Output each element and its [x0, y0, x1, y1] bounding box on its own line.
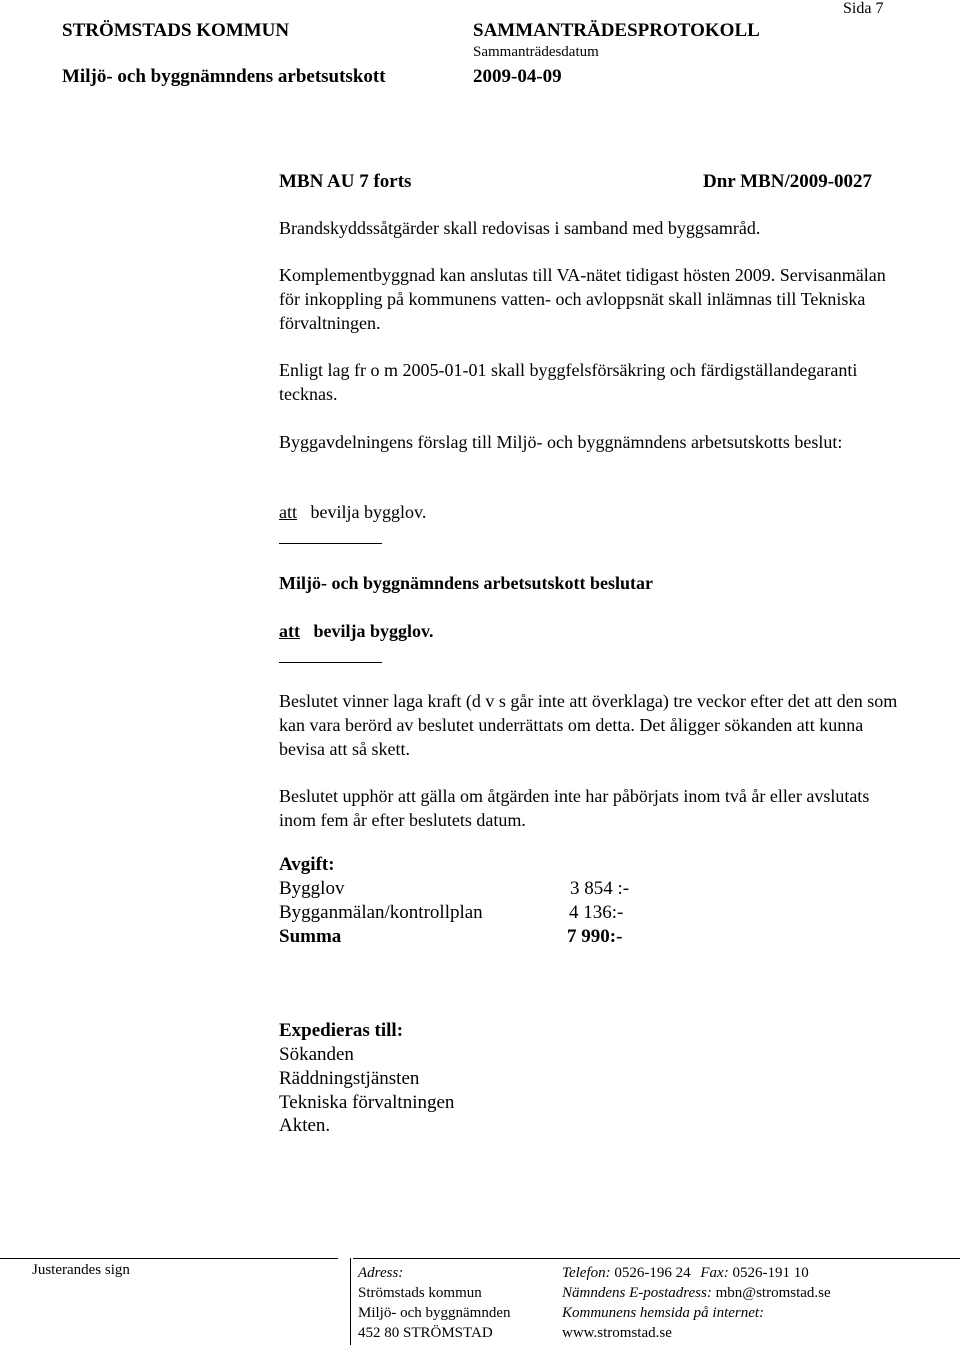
website-link[interactable]: www.stromstad.se: [562, 1325, 672, 1341]
recipient: Sökanden: [279, 1044, 354, 1065]
footer-vertical-divider: [350, 1258, 351, 1345]
web-label: Kommunens hemsida på internet:: [562, 1305, 765, 1321]
paragraph-legal-force: Beslutet vinner laga kraft (d v s går inte att överklaga) tre veckor efter det att den som kan vara berörd av beslutet underrättats om detta. Det åligger sökanden att kunna bevisa att så skett.: [279, 691, 898, 759]
fee-row: [279, 878, 679, 902]
case-dnr: Dnr MBN/2009-0027: [703, 171, 873, 192]
fee-total-label: Summa: [279, 926, 342, 947]
fee-row: [279, 902, 679, 926]
fee-total-row: [279, 926, 679, 950]
address-line: 452 80 STRÖMSTAD: [358, 1325, 493, 1341]
paragraph-water-connection: Komplementbyggnad kan anslutas till VA-nätet tidigast hösten 2009. Servisanmälan för inkoppling på kommunens vatten- och avloppsnät skall inlämnas till Tekniska förvaltningen.: [279, 265, 886, 333]
meeting-date: 2009-04-09: [473, 66, 562, 87]
fee-label: Bygglov: [279, 878, 345, 899]
paragraph-insurance: Enligt lag fr o m 2005-01-01 skall byggfelsförsäkring och färdigställandegaranti tecknas.: [279, 360, 858, 404]
address-line: Miljö- och byggnämnden: [358, 1305, 511, 1321]
address-line: Strömstads kommun: [358, 1285, 482, 1301]
separator-line: [279, 543, 382, 544]
email-line: [562, 1285, 831, 1302]
fee-amount: 4 136:-: [569, 902, 624, 923]
paragraph-fire-safety: Brandskyddssåtgärder skall redovisas i samband med byggsamråd.: [279, 218, 761, 238]
org-name: STRÖMSTADS KOMMUN: [62, 20, 290, 41]
sign-label: Justerandes sign: [32, 1262, 130, 1278]
email-label: Nämndens E-postadress:: [562, 1285, 712, 1301]
committee-name: Miljö- och byggnämndens arbetsutskott: [62, 66, 386, 87]
footer-divider: [353, 1258, 960, 1259]
proposal-text: bevilja bygglov.: [310, 502, 427, 522]
paragraph-proposal-intro: Byggavdelningens förslag till Miljö- och byggnämndens arbetsutskotts beslut:: [279, 432, 843, 452]
date-label: Sammanträdesdatum: [473, 44, 599, 60]
distribution-heading: Expedieras till:: [279, 1020, 404, 1041]
recipient: Räddningstjänsten: [279, 1068, 420, 1089]
decision-heading: Miljö- och byggnämndens arbetsutskott beslutar: [279, 573, 654, 593]
phone-label: Telefon:: [562, 1265, 611, 1281]
fee-heading: Avgift:: [279, 854, 335, 875]
phone-fax-line: [562, 1265, 809, 1282]
page-number: Sida 7: [843, 0, 884, 17]
fee-label: Bygganmälan/kontrollplan: [279, 902, 483, 923]
recipient: Tekniska förvaltningen: [279, 1092, 455, 1113]
separator-line: [279, 662, 382, 663]
address-label: Adress:: [358, 1265, 404, 1281]
decision-text: bevilja bygglov.: [313, 621, 434, 641]
decision-att: att: [279, 621, 300, 641]
proposal-line: [279, 500, 426, 524]
fee-amount: 3 854 :-: [570, 878, 630, 899]
decision-line: [279, 619, 434, 643]
case-id: MBN AU 7 forts: [279, 171, 412, 192]
fax-label: Fax:: [700, 1265, 729, 1281]
email-address[interactable]: mbn@stromstad.se: [715, 1285, 831, 1301]
phone-number: 0526-196 24: [614, 1265, 691, 1281]
document-type: SAMMANTRÄDESPROTOKOLL: [473, 20, 760, 41]
paragraph-validity: Beslutet upphör att gälla om åtgärden inte har påbörjats inom två år eller avslutats inom fem år efter beslutets datum.: [279, 786, 870, 830]
fee-total-amount: 7 990:-: [567, 926, 623, 947]
footer-divider: [0, 1258, 338, 1259]
proposal-att: att: [279, 502, 297, 522]
fax-number: 0526-191 10: [732, 1265, 809, 1281]
recipient: Akten.: [279, 1115, 331, 1136]
